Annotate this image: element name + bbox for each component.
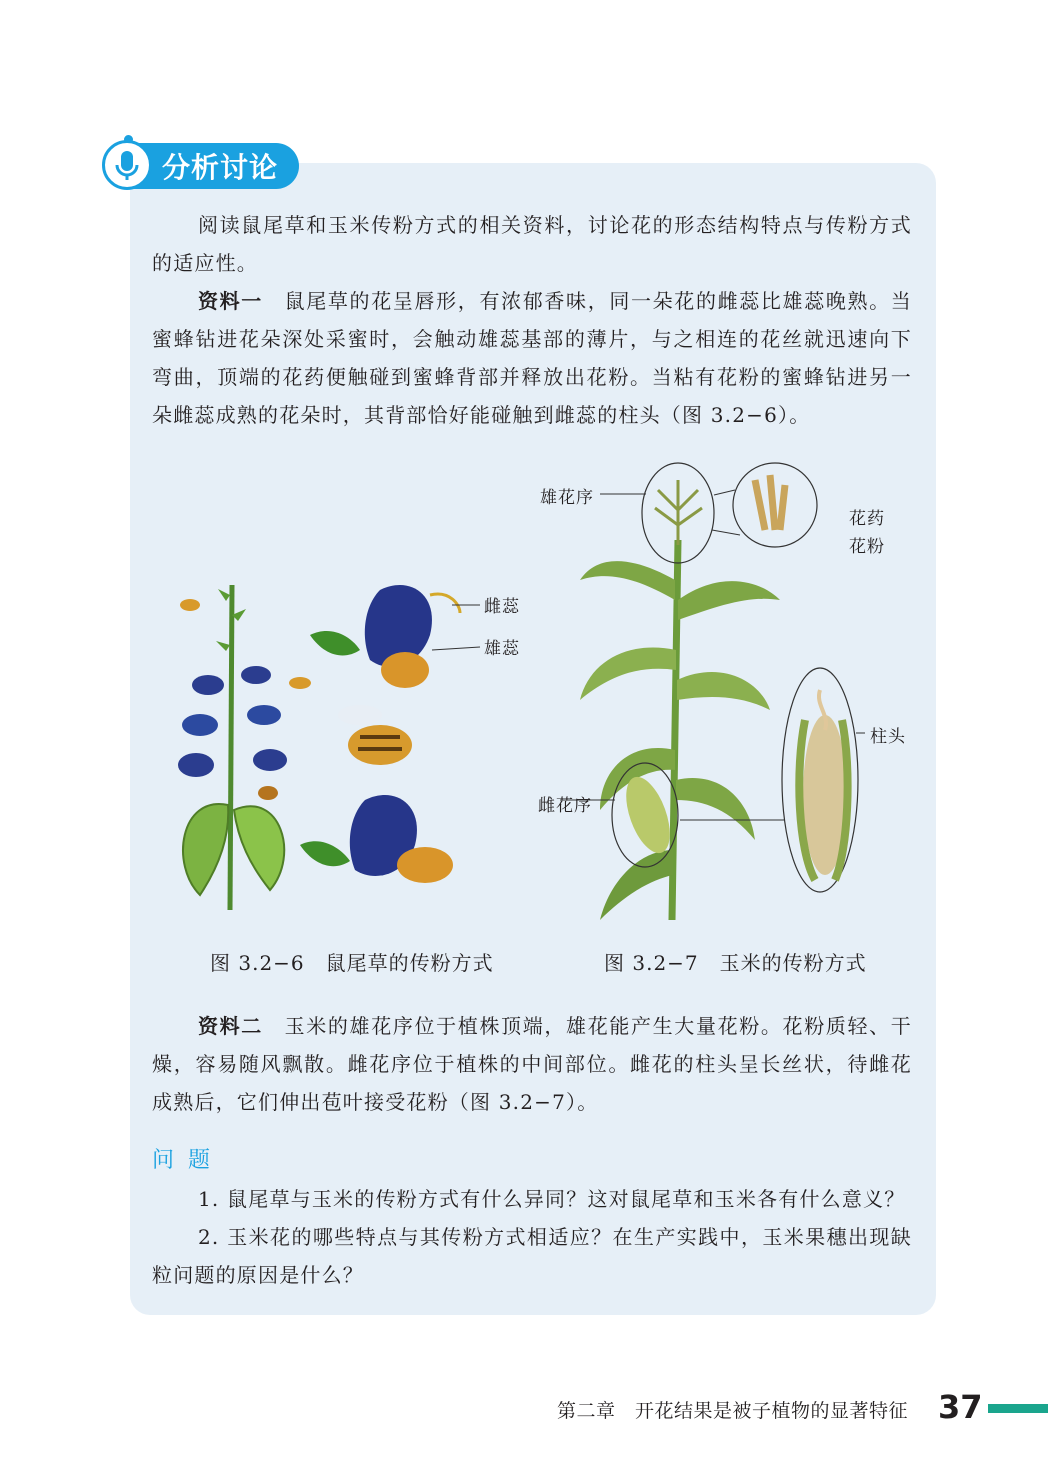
anther-label: 花药 xyxy=(849,509,885,529)
pistil-label: 雌蕊 xyxy=(484,597,520,617)
figure-right-caption: 图 3.2−7 玉米的传粉方式 xyxy=(604,951,867,975)
footer-chapter: 第二章 开花结果是被子植物的显著特征 xyxy=(557,1400,909,1422)
stamen-label: 雄蕊 xyxy=(484,639,520,659)
figure-left-caption: 图 3.2−6 鼠尾草的传粉方式 xyxy=(210,951,494,975)
section-title: 分析讨论 xyxy=(162,151,279,184)
sage-pollination-illustration xyxy=(160,565,490,915)
material-one-text: 鼠尾草的花呈唇形，有浓郁香味，同一朵花的雌蕊比雄蕊晚熟。当蜜蜂钻进花朵深处采蜜时，会触动雄蕊基部的薄片，与之相连的花丝就迅速向下弯曲，顶端的花药便触碰到蜜蜂背部并释放出花粉。当粘有花粉的蜜蜂钻进另一朵雌蕊成熟的花朵时，其背部恰好能碰触到雌蕊的柱头（图 3.2−6）。 xyxy=(152,289,912,427)
material-one-lead: 资料一 xyxy=(198,289,263,313)
female-inflorescence-label: 雌花序 xyxy=(538,796,592,816)
footer-bar xyxy=(988,1404,1048,1413)
questions-title: 问题 xyxy=(152,1148,225,1173)
intro-paragraph: 阅读鼠尾草和玉米传粉方式的相关资料，讨论花的形态结构特点与传粉方式的适应性。 xyxy=(152,213,912,275)
material-two-lead: 资料二 xyxy=(198,1014,263,1038)
male-inflorescence-label: 雄花序 xyxy=(540,488,594,508)
page-number: 37 xyxy=(938,1388,983,1426)
question-1: 1. 鼠尾草与玉米的传粉方式有什么异同？这对鼠尾草和玉米各有什么意义？ xyxy=(198,1187,906,1211)
stigma-label: 柱头 xyxy=(870,727,906,747)
material-one-paragraph xyxy=(152,282,912,434)
microphone-icon xyxy=(102,140,152,190)
material-two-text: 玉米的雄花序位于植株顶端，雄花能产生大量花粉。花粉质轻、干燥，容易随风飘散。雌花序位于植株的中间部位。雌花的柱头呈长丝状，待雌花成熟后，它们伸出苞叶接受花粉（图 3.2−7）。 xyxy=(152,1014,912,1114)
material-two-paragraph xyxy=(152,1007,912,1121)
pollen-label: 花粉 xyxy=(849,537,885,557)
question-2: 2. 玉米花的哪些特点与其传粉方式相适应？在生产实践中，玉米果穗出现缺粒问题的原因是什么？ xyxy=(152,1225,912,1287)
